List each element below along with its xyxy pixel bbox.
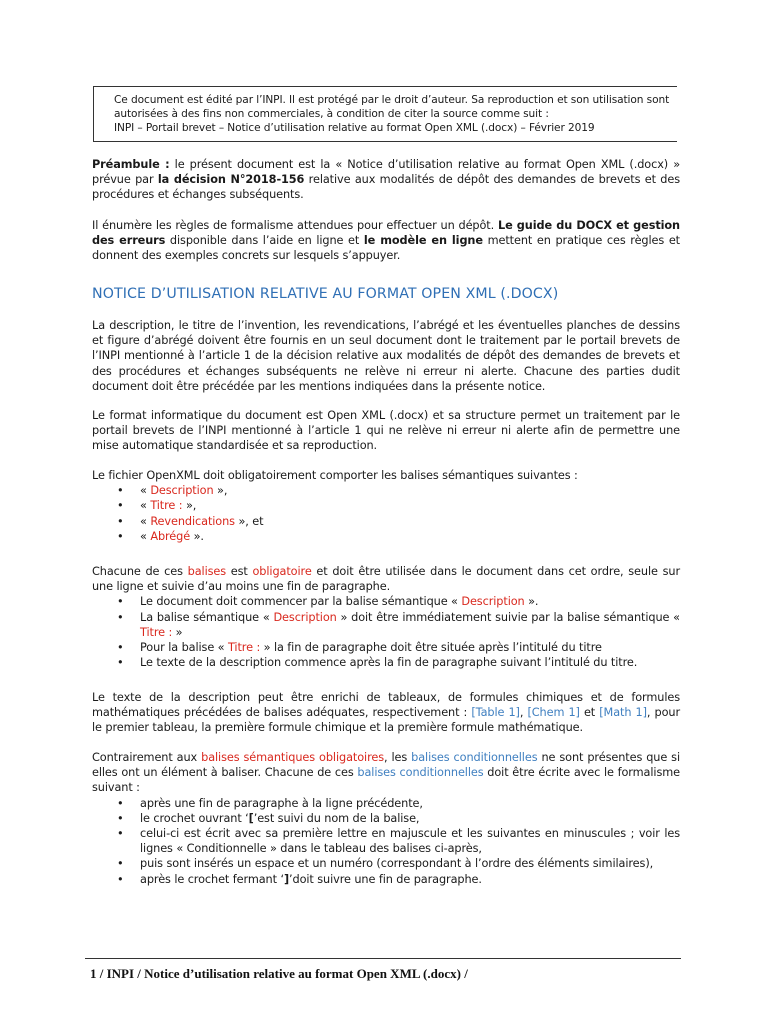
list-item: • après une fin de paragraphe à la ligne précédente, <box>92 796 680 811</box>
order-block <box>92 564 680 670</box>
notice-line: INPI – Portail brevet – Notice d’utilisation relative au format Open XML (.docx) – Février 2019 <box>114 122 595 134</box>
order-paragraph: Chacune de ces balises est obligatoire et doit être utilisée dans le document dans cet ordre, seule sur une ligne et suivie d’au moins une fin de paragraphe. <box>92 565 680 594</box>
rules-list <box>92 594 680 670</box>
format-rules-list <box>92 796 680 887</box>
table-tag: [Table 1] <box>471 706 520 720</box>
math-tag: [Math 1] <box>599 706 647 720</box>
list-item: • Le texte de la description commence après la fin de paragraphe suivant l’intitulé du titre. <box>92 655 680 670</box>
balises-block <box>92 468 680 544</box>
conditional-paragraph: Contrairement aux balises sémantiques obligatoires, les balises conditionnelles ne sont présentes que si elles ont un élément à baliser. Chacune de ces balises conditionnelles doit être écrite avec le formalisme suivant : <box>92 751 680 795</box>
paragraph-format: Le format informatique du document est Open XML (.docx) et sa structure permet un traitement par le portail brevets de l’INPI mentionné à l’article 1 qui ne relève ni erreur ni alerte afin de permettre une mise automatique standardisée et sa reproduction. <box>92 409 680 453</box>
conditional-block <box>92 750 680 887</box>
modele-reference: le modèle en ligne <box>363 234 483 248</box>
balises-intro: Le fichier OpenXML doit obligatoirement comporter les balises sémantiques suivantes : <box>92 469 578 482</box>
decision-reference: la décision N°2018-156 <box>157 173 305 187</box>
page-footer: 1 / INPI / Notice d’utilisation relative au format Open XML (.docx) / <box>90 966 468 981</box>
notice-line: Ce document est édité par l’INPI. Il est protégé par le droit d’auteur. Sa reproduction et son utilisation sont <box>114 94 670 106</box>
list-item: • « Titre : », <box>92 498 680 513</box>
chem-tag: [Chem 1] <box>527 706 580 720</box>
list-item: • celui-ci est écrit avec sa première lettre en majuscule et les suivantes en minuscules ; voir les lignes « Conditionnelle » dans le tableau des balises ci-après, <box>92 826 680 856</box>
notice-line: autorisées à des fins non commerciales, à condition de citer la source comme suit : <box>114 108 549 120</box>
list-item: • La balise sémantique « Description » doit être immédiatement suivie par la balise sémantique « Titre : » <box>92 610 680 640</box>
enrichment-paragraph: Le texte de la description peut être enrichi de tableaux, de formules chimiques et de formules mathématiques précédées de balises adéquates, respectivement : [Table 1], [Chem 1] et [Math 1], pour le premier tableau, la première formule chimique et la première formule mathématique. <box>92 691 680 735</box>
balises-list <box>92 483 680 544</box>
intro-paragraph: Il énumère les règles de formalisme attendues pour effectuer un dépôt. Le guide du DOCX et gestion des erreurs disponible dans l’aide en ligne et le modèle en ligne mettent en pratique ces règles et donnent des exemples concrets sur lesquels s’appuyer. <box>92 219 681 263</box>
section-heading: NOTICE D’UTILISATION RELATIVE AU FORMAT OPEN XML (.DOCX) <box>92 286 559 302</box>
preambule-label: Préambule : <box>92 158 170 171</box>
list-item: • le crochet ouvrant ‘[’est suivi du nom de la balise, <box>92 811 680 826</box>
list-item: • Le document doit commencer par la balise sémantique « Description ». <box>92 594 680 609</box>
paragraph-description: La description, le titre de l’invention, les revendications, l’abrégé et les éventuelles planches de dessins et figure d’abrégé doivent être fournis en un seul document dont le traitement par le portail brevets de l’INPI mentionné à l’article 1 de la décision relative aux modalités de dépôt des demandes de brevets et des procédures et échanges subséquents ne relève ni erreur ni alerte. Chacune des parties dudit document doit être précédée par les mentions indiquées dans la présente notice. <box>92 319 680 393</box>
list-item: • « Description », <box>92 483 680 498</box>
list-item: • puis sont insérés un espace et un numéro (correspondant à l’ordre des éléments similaires), <box>92 856 680 871</box>
list-item: • « Revendications », et <box>92 514 680 529</box>
guide-reference: Le guide du DOCX et gestion des erreurs <box>92 219 680 248</box>
preambule-paragraph: Préambule : le présent document est la « Notice d’utilisation relative au format Open XML (.docx) » prévue par la décision N°2018-156 relative aux modalités de dépôt des demandes de brevets et des procédures et échanges subséquents. <box>92 158 681 202</box>
list-item: • après le crochet fermant ‘]’doit suivre une fin de paragraphe. <box>92 872 680 887</box>
copyright-notice <box>93 86 677 142</box>
list-item: • « Abrégé ». <box>92 529 680 544</box>
footer-divider <box>85 958 681 959</box>
list-item: • Pour la balise « Titre : » la fin de paragraphe doit être située après l’intitulé du titre <box>92 640 680 655</box>
